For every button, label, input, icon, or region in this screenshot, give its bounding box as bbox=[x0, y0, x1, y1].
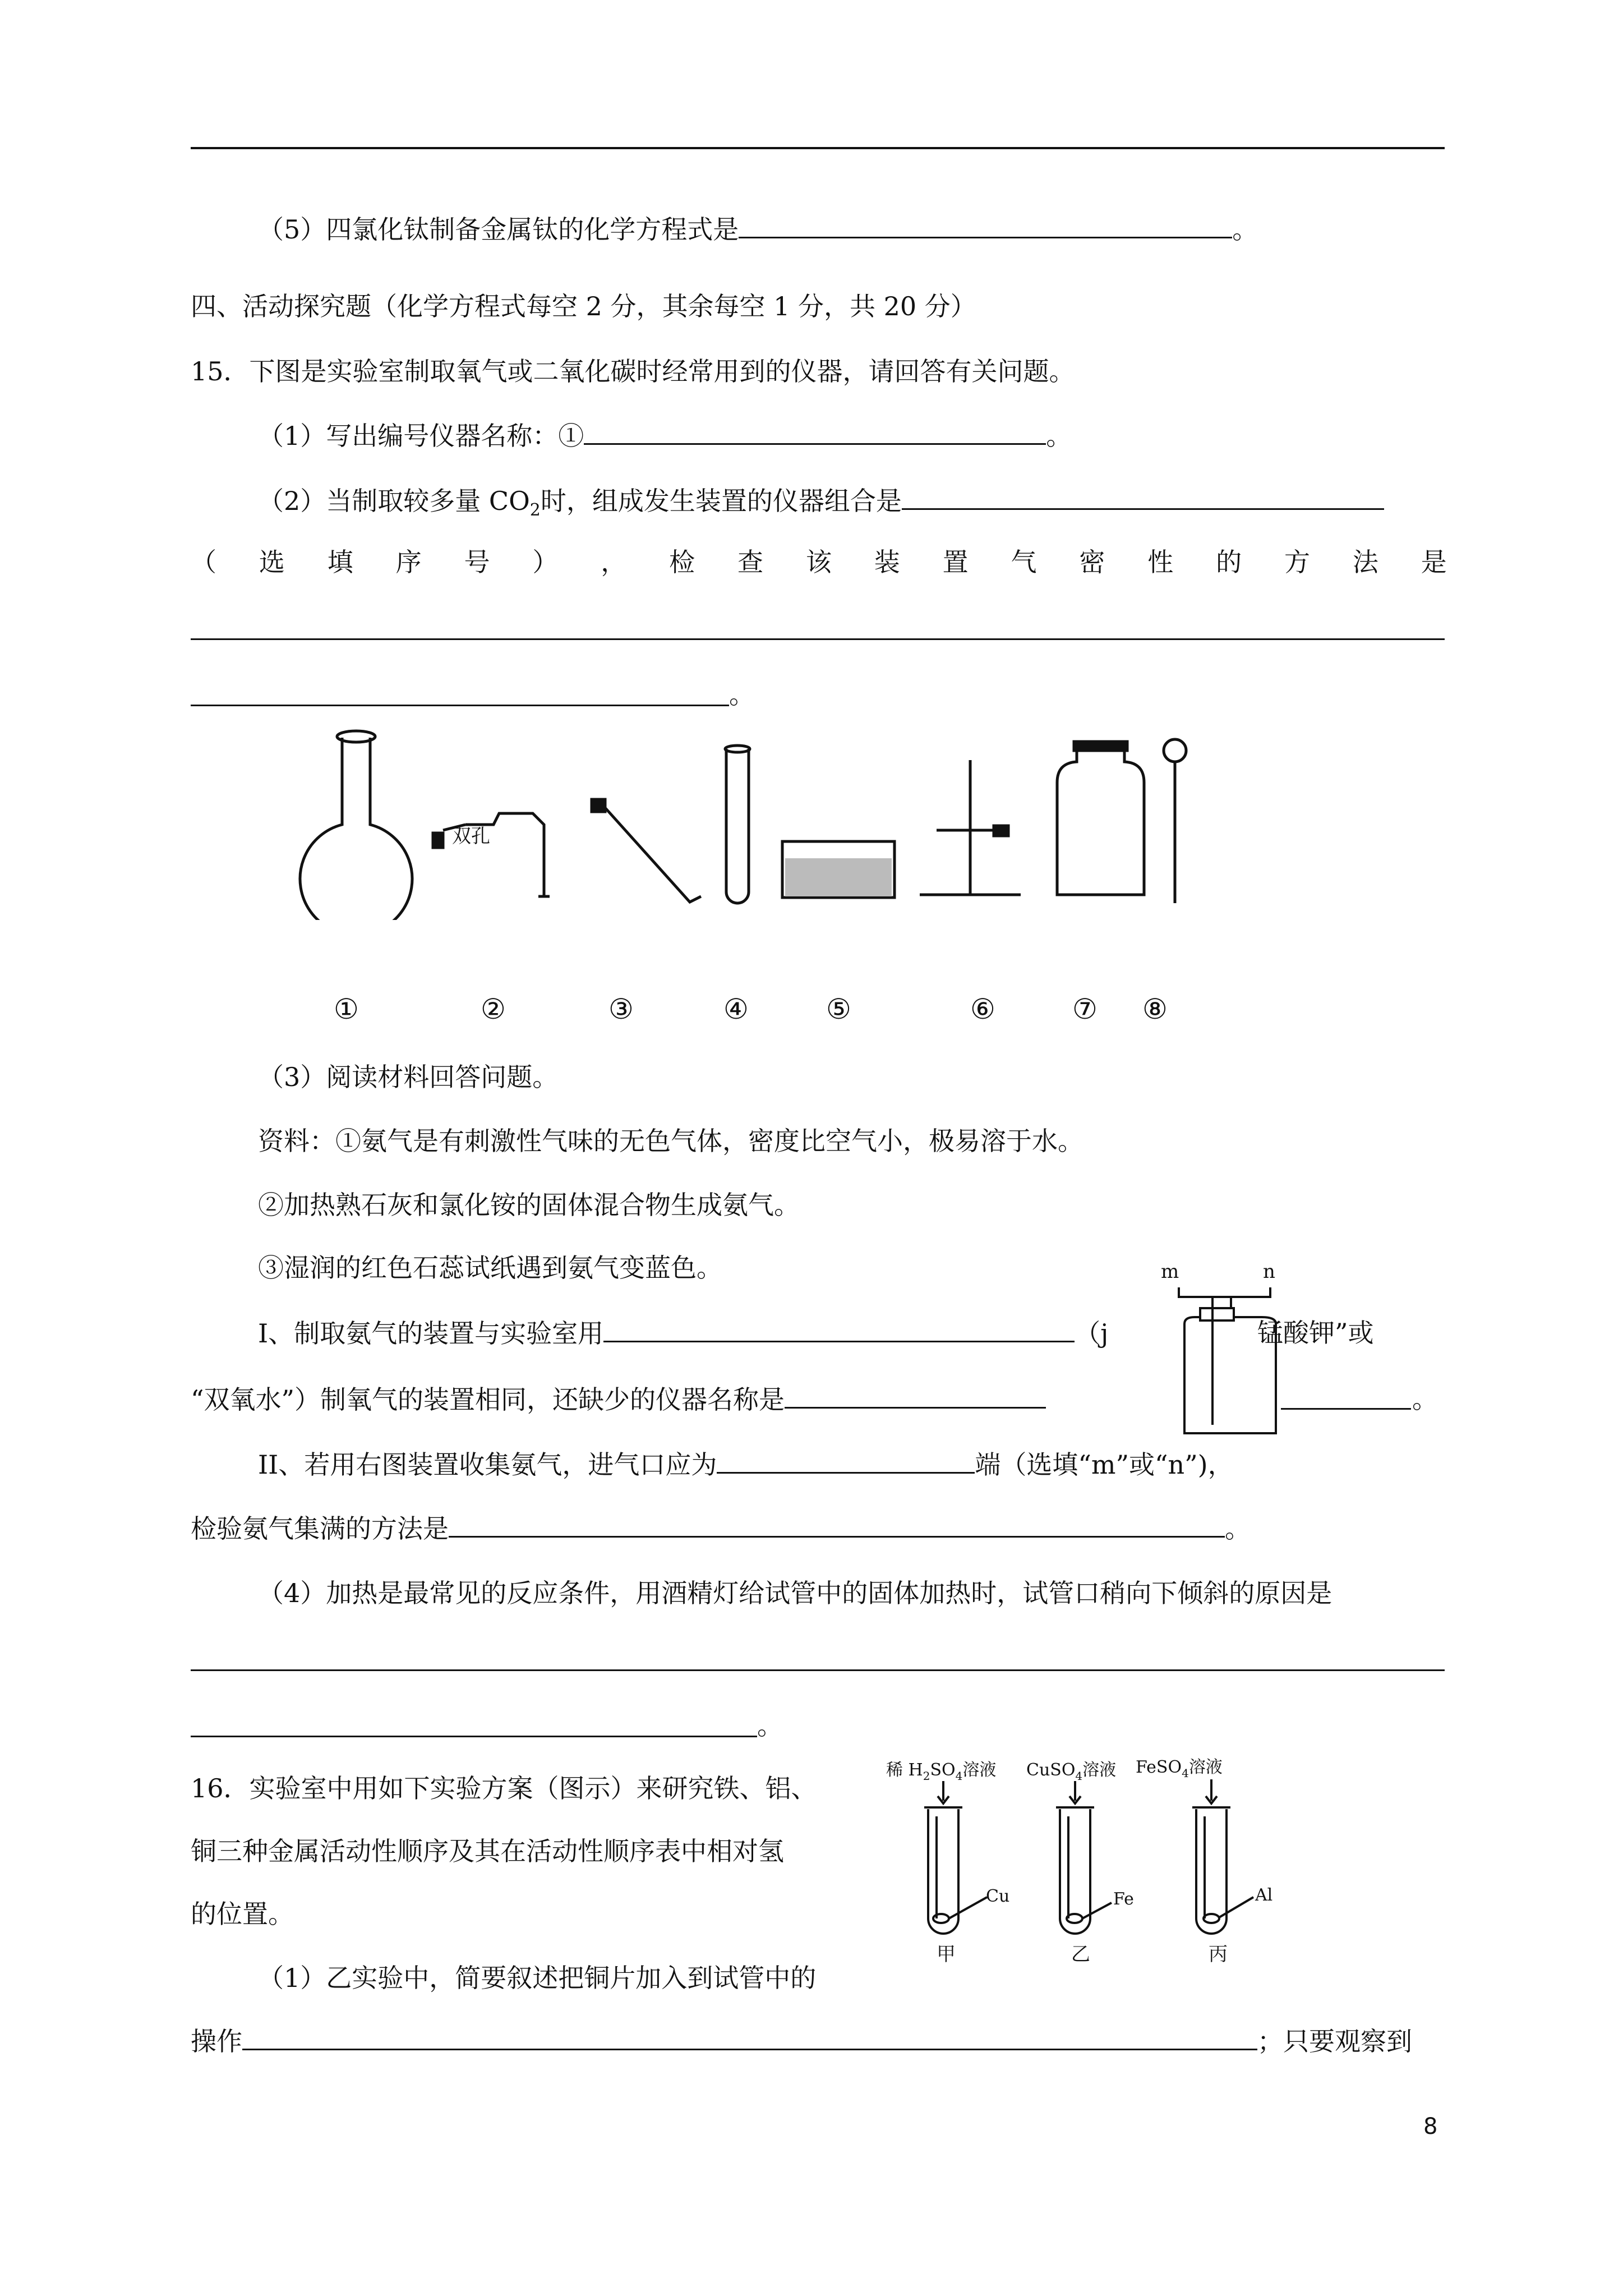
q15-part4: （4）加热是最常见的反应条件，用酒精灯给试管中的固体加热时，试管口稍向下倾斜的原因是 bbox=[258, 1578, 1332, 1608]
tube-label: 甲 bbox=[937, 1943, 956, 1966]
q16-stem-3: 的位置。 bbox=[191, 1899, 294, 1929]
header-rule bbox=[191, 147, 1445, 149]
q16-part1-line2: 操作 ；只要观察到 bbox=[191, 2024, 1412, 2058]
apparatus-number: ⑥ bbox=[970, 993, 995, 1025]
info-2: ②加热熟石灰和氯化铵的固体混合物生成氨气。 bbox=[258, 1190, 800, 1220]
apparatus-number: ① bbox=[334, 993, 359, 1025]
answer-blank[interactable] bbox=[449, 1511, 1225, 1538]
q15-II-line2: 检验氨气集满的方法是 。 bbox=[191, 1511, 1251, 1545]
test-tubes-figure bbox=[875, 1750, 1279, 1980]
spread-char: （ bbox=[191, 547, 216, 577]
iron-stand-icon bbox=[920, 760, 1021, 895]
spread-char: 填 bbox=[327, 547, 353, 577]
q15-part3-title: （3）阅读材料回答问题。 bbox=[258, 1062, 559, 1092]
spread-char: ） bbox=[532, 547, 559, 577]
q16-stem-2: 铜三种金属活动性顺序及其在活动性顺序表中相对氢 bbox=[191, 1836, 784, 1866]
spread-char: 方 bbox=[1284, 547, 1310, 577]
spread-char: 置 bbox=[942, 547, 969, 577]
trough-icon bbox=[782, 841, 895, 898]
answer-blank[interactable] bbox=[739, 212, 1232, 238]
bottle-label-n: n bbox=[1263, 1260, 1275, 1283]
apparatus-number: ⑦ bbox=[1072, 993, 1098, 1025]
q15-part2: （2）当制取较多量 $CO_2$时，组成发生装置的仪器组合是 bbox=[258, 484, 1384, 527]
tube-metal-label: Fe bbox=[1113, 1889, 1134, 1909]
spread-char: 的 bbox=[1216, 547, 1242, 577]
spread-char: ， bbox=[601, 547, 627, 577]
tube-reagent-label: 稀 $H_2SO_4$溶液 bbox=[886, 1760, 997, 1783]
q15-part1: （1）写出编号仪器名称：① 。 bbox=[258, 418, 1072, 453]
spread-char: 查 bbox=[737, 547, 763, 577]
section-4-title: 四、活动探究题（化学方程式每空 2 分，其余每空 1 分，共 20 分） bbox=[191, 291, 976, 321]
tube-reagent-label: FeSO$_4$溶液 bbox=[1136, 1757, 1223, 1780]
answer-blank-line[interactable] bbox=[1281, 1408, 1411, 1410]
q15-I-line2: “双氧水”）制氧气的装置相同，还缺少的仪器名称是 bbox=[191, 1382, 1046, 1416]
page-number: 8 bbox=[1423, 2114, 1438, 2139]
answer-blank[interactable] bbox=[717, 1447, 975, 1474]
q14-5-text: （5）四氯化钛制备金属钛的化学方程式是 bbox=[258, 214, 739, 245]
dropper-icon bbox=[1164, 739, 1186, 903]
spread-char: 选 bbox=[259, 547, 285, 577]
apparatus-number: ⑧ bbox=[1142, 993, 1168, 1025]
spread-char: 法 bbox=[1352, 547, 1378, 577]
apparatus-number: ③ bbox=[608, 993, 634, 1025]
tube-metal-label: Cu bbox=[986, 1887, 1010, 1906]
stopper-tube-icon bbox=[433, 813, 550, 896]
answer-blank-line[interactable] bbox=[191, 1736, 757, 1737]
answer-blank[interactable] bbox=[785, 1382, 1046, 1409]
answer-blank-line[interactable] bbox=[191, 638, 1445, 640]
answer-blank[interactable] bbox=[603, 1316, 1075, 1342]
q14-5-line: （5）四氯化钛制备金属钛的化学方程式是 。 bbox=[258, 212, 1258, 246]
apparatus-2-label: 双孔 bbox=[452, 825, 490, 848]
spread-char: 该 bbox=[805, 547, 832, 577]
tube-jia bbox=[924, 1781, 987, 1934]
tube-metal-label: Al bbox=[1255, 1885, 1273, 1905]
apparatus-number: ④ bbox=[723, 993, 749, 1025]
apparatus-number: ⑤ bbox=[826, 993, 851, 1025]
tube-bing bbox=[1192, 1779, 1253, 1934]
q15-stem: 15．下图是实验室制取氧气或二氧化碳时经常用到的仪器，请回答有关问题。 bbox=[191, 356, 1075, 386]
spread-char: 性 bbox=[1147, 547, 1174, 577]
answer-blank[interactable] bbox=[242, 2024, 1257, 2050]
info-3: ③湿润的红色石蕊试纸遇到氨气变蓝色。 bbox=[258, 1253, 722, 1283]
spread-char: 气 bbox=[1011, 547, 1037, 577]
answer-blank[interactable] bbox=[902, 484, 1384, 510]
bent-tube-icon bbox=[592, 799, 701, 902]
spread-char: 序 bbox=[395, 547, 422, 577]
spread-char: 是 bbox=[1421, 547, 1447, 577]
spread-char: 号 bbox=[464, 547, 490, 577]
q15-part2-cont bbox=[191, 545, 1447, 579]
tube-label: 乙 bbox=[1071, 1943, 1090, 1966]
spread-char: 装 bbox=[874, 547, 900, 577]
apparatus-number: ② bbox=[481, 993, 506, 1025]
answer-blank-line[interactable] bbox=[191, 1669, 1445, 1671]
q15-I-line1: I、制取氨气的装置与实验室用 （j bbox=[258, 1316, 1108, 1350]
tube-label: 丙 bbox=[1209, 1943, 1228, 1966]
gas-washing-bottle-figure bbox=[1150, 1257, 1284, 1442]
answer-blank-line[interactable] bbox=[191, 705, 729, 706]
tube-reagent-label: CuSO$_4$溶液 bbox=[1026, 1760, 1117, 1783]
bottle-label-m: m bbox=[1161, 1260, 1179, 1283]
round-flask-icon bbox=[300, 731, 412, 920]
tube-yi bbox=[1056, 1781, 1112, 1934]
spread-char: 密 bbox=[1079, 547, 1105, 577]
gas-bottle-icon bbox=[1057, 742, 1144, 895]
q16-part1: （1）乙实验中，简要叙述把铜片加入到试管中的 bbox=[258, 1963, 817, 1993]
answer-blank[interactable] bbox=[584, 418, 1046, 445]
q15-II-line1: II、若用右图装置收集氨气，进气口应为 端（选填“m”或“n”)， bbox=[258, 1447, 1234, 1481]
apparatus-figure bbox=[286, 718, 1239, 920]
test-tube-icon bbox=[725, 746, 750, 903]
info-1: 资料：①氨气是有刺激性气味的无色气体，密度比空气小，极易溶于水。 bbox=[258, 1126, 1083, 1156]
spread-char: 检 bbox=[669, 547, 695, 577]
q16-stem-1: 16．实验室中用如下实验方案（图示）来研究铁、铝、 bbox=[191, 1773, 817, 1803]
